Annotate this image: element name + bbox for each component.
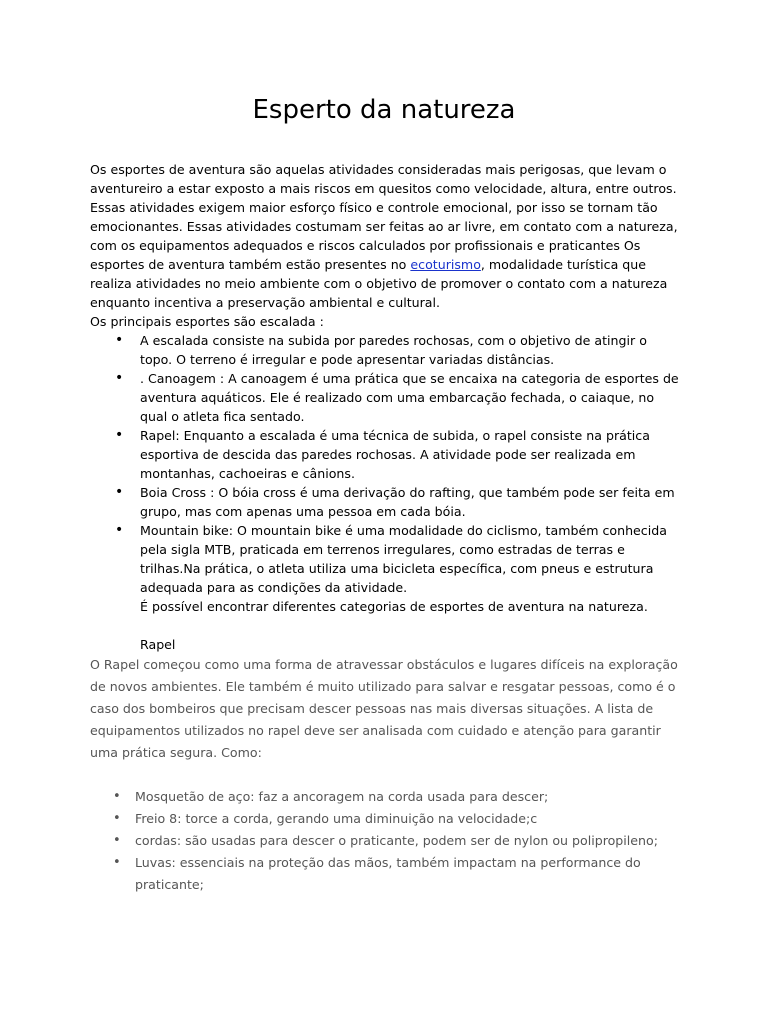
categorias-line: É possível encontrar diferentes categorias de esportes de aventura na natureza.	[140, 599, 648, 614]
list-item: • Luvas: essenciais na proteção das mãos, também impactam na performance do praticante;	[135, 852, 682, 896]
list-item: • . Canoagem : A canoagem é uma prática que se encaixa na categoria de esportes de aventura aquáticos. Ele é realizado com uma embarcação fechada, o caiaque, no qual o atleta fica sentado.	[140, 369, 682, 426]
list-item: • cordas: são usadas para descer o praticante, podem ser de nylon ou polipropileno;	[135, 830, 682, 852]
rapel-section	[90, 654, 682, 896]
rapel-paragraph: O Rapel começou como uma forma de atravessar obstáculos e lugares difíceis na exploração de novos ambientes. Ele também é muito utilizado para salvar e resgatar pessoas, como é o caso dos bombeiros que precisam descer pessoas nas mais diversas situações. A lista de equipamentos utilizados no rapel deve ser analisada com cuidado e atenção para garantir uma prática segura. Como:	[90, 657, 678, 760]
document-body	[90, 160, 682, 896]
page-title: Esperto da natureza	[252, 95, 516, 125]
list-item: • A escalada consiste na subida por paredes rochosas, com o objetivo de atingir o topo. O terreno é irregular e pode apresentar variadas distâncias.	[140, 331, 682, 369]
list-item: • Mountain bike: O mountain bike é uma modalidade do ciclismo, também conhecida pela sigla MTB, praticada em terrenos irregulares, como estradas de terras e trilhas.Na prática, o atleta utiliza uma bicicleta específica, com pneus e estrutura adequada para as condições da atividade.	[140, 521, 682, 597]
rapel-heading: Rapel	[140, 637, 176, 652]
sports-list	[90, 331, 682, 597]
list-item: • Mosquetão de aço: faz a ancoragem na corda usada para descer;	[135, 786, 682, 808]
intro-text-start: Os esportes de aventura são aquelas atividades consideradas mais perigosas, que levam o aventureiro a estar exposto a mais riscos em quesitos como velocidade, altura, entre outros. Essas atividades exigem maior esforço físico e controle emocional, por isso se tornam tão emocionantes. Essas atividades costumam ser feitas ao ar livre, em contato com a natureza, com os equipamentos adequados e riscos calculados por profissionais e praticantes Os esportes de aventura também estão presentes no	[90, 162, 678, 272]
ecoturismo-link[interactable]: ecoturismo	[410, 257, 481, 272]
list-item: • Freio 8: torce a corda, gerando uma diminuição na velocidade;c	[135, 808, 682, 830]
intro-paragraph	[90, 160, 682, 312]
list-item: • Rapel: Enquanto a escalada é uma técnica de subida, o rapel consiste na prática esportiva de descida das paredes rochosas. A atividade pode ser realizada em montanhas, cachoeiras e cânions.	[140, 426, 682, 483]
principais-esportes-line: Os principais esportes são escalada :	[90, 314, 324, 329]
equipment-list	[90, 786, 682, 896]
list-item: • Boia Cross : O bóia cross é uma derivação do rafting, que também pode ser feita em grupo, mas com apenas uma pessoa em cada bóia.	[140, 483, 682, 521]
intro-text-end: , modalidade turística que realiza atividades no meio ambiente com o objetivo de promover o contato com a natureza enquanto incentiva a preservação ambiental e cultural.	[90, 257, 668, 310]
